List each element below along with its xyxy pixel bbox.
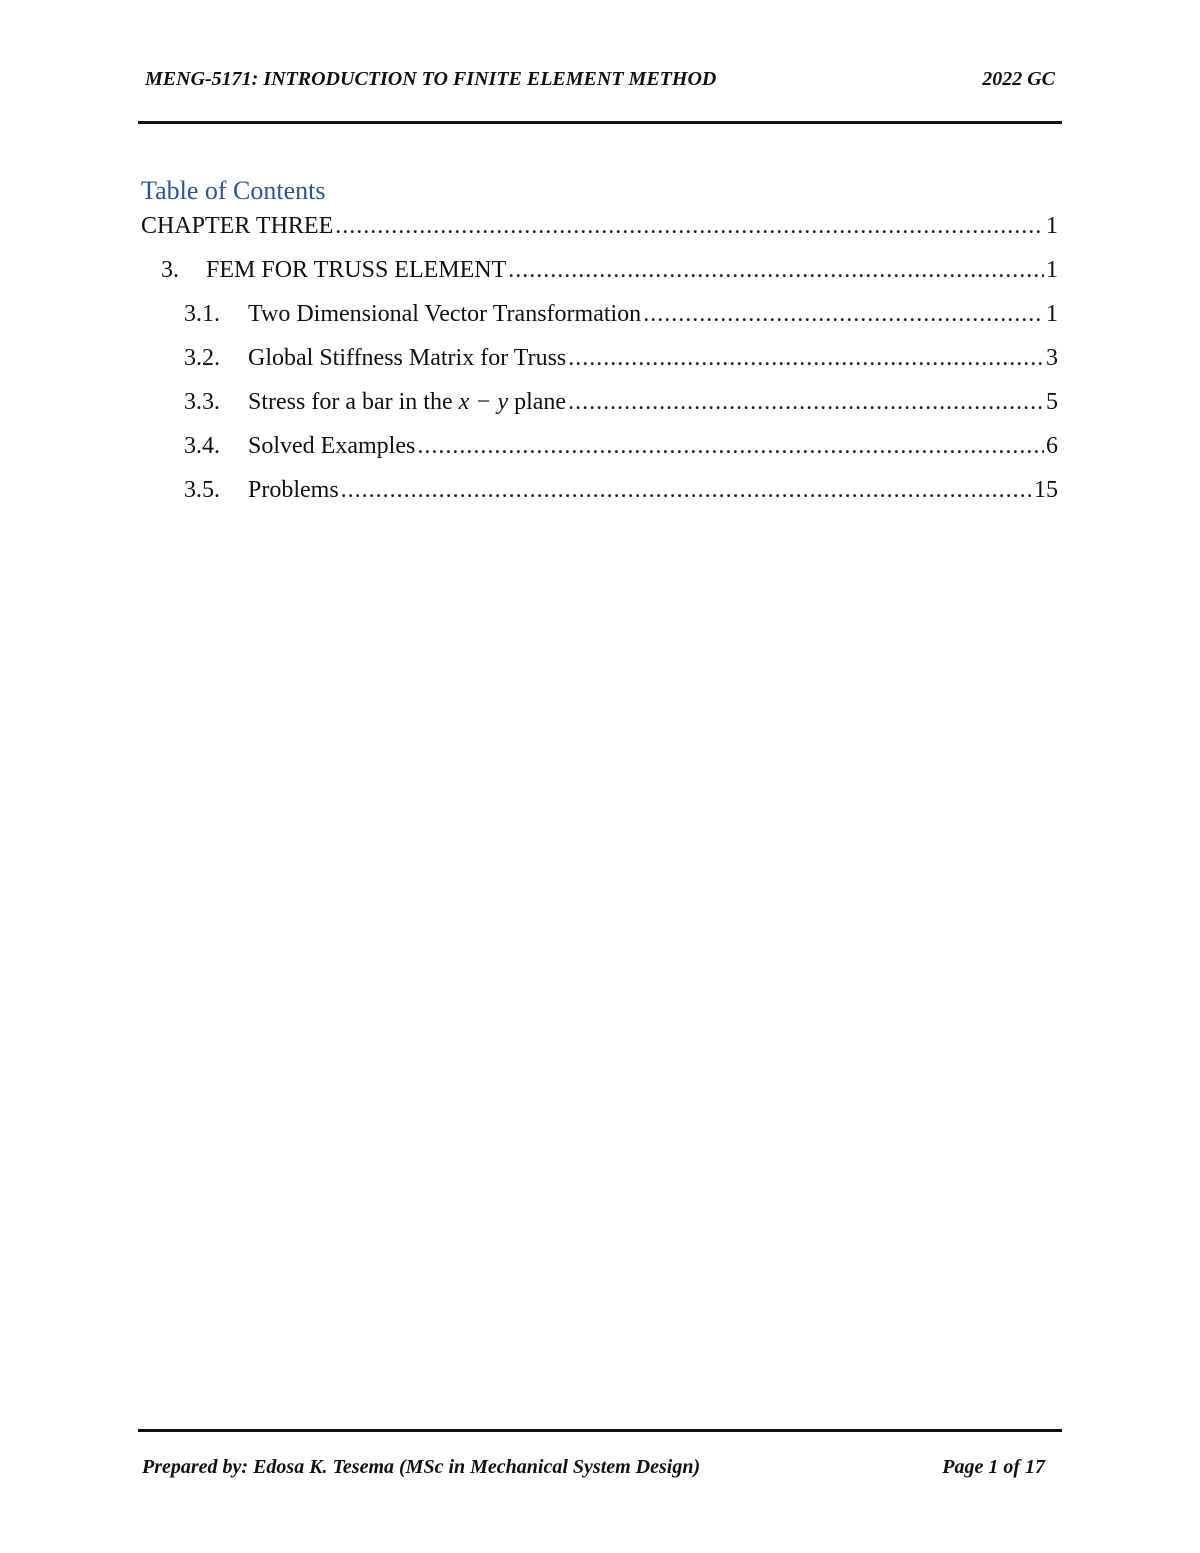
page-header	[140, 68, 1055, 100]
toc-entry-3-1[interactable]	[141, 294, 1058, 338]
toc-entry-chapter-three[interactable]	[141, 206, 1058, 250]
toc-entry-fem-truss[interactable]	[141, 250, 1058, 294]
footer-rule	[138, 1429, 1062, 1432]
toc-entry-number: 3.3.	[184, 389, 220, 415]
toc-entry-label: CHAPTER THREE	[141, 213, 334, 239]
toc-entry-number: 3.	[161, 257, 179, 283]
toc-leader-dots	[643, 294, 1044, 334]
toc-entry-label: FEM FOR TRUSS ELEMENT	[206, 257, 507, 283]
toc-entry-page: 6	[1046, 433, 1058, 459]
toc-entry-3-4[interactable]	[141, 426, 1058, 470]
toc-entry-page: 1	[1046, 213, 1058, 239]
toc-leader-dots	[341, 470, 1032, 510]
toc-entry-label	[248, 382, 566, 422]
toc-entry-math: x − y	[458, 389, 509, 415]
page-footer	[140, 1456, 1055, 1488]
toc-entry-3-5[interactable]	[141, 470, 1058, 514]
toc-entry-page: 1	[1046, 257, 1058, 283]
toc-title: Table of Contents	[141, 176, 326, 205]
prepared-by: Prepared by: Edosa K. Tesema (MSc in Mechanical System Design)	[142, 1456, 701, 1478]
toc-leader-dots	[568, 338, 1044, 378]
toc-entry-page: 3	[1046, 345, 1058, 371]
header-rule	[138, 121, 1062, 124]
page-number: Page 1 of 17	[942, 1456, 1045, 1478]
toc-entry-page: 5	[1046, 389, 1058, 415]
toc-entry-number: 3.2.	[184, 345, 220, 371]
course-title: MENG-5171: INTRODUCTION TO FINITE ELEMENT METHOD	[145, 68, 717, 90]
toc-entry-number: 3.4.	[184, 433, 220, 459]
header-year: 2022 GC	[982, 68, 1055, 90]
toc-entry-3-3[interactable]	[141, 382, 1058, 426]
toc-entry-number: 3.5.	[184, 477, 220, 503]
toc-entry-page: 1	[1046, 301, 1058, 327]
toc-leader-dots	[508, 250, 1044, 290]
toc-entry-label: Global Stiffness Matrix for Truss	[248, 345, 567, 371]
table-of-contents	[141, 206, 1058, 514]
toc-entry-label: Two Dimensional Vector Transformation	[248, 301, 642, 327]
toc-entry-3-2[interactable]	[141, 338, 1058, 382]
toc-entry-label-post: plane	[508, 389, 567, 415]
toc-leader-dots	[335, 206, 1044, 246]
toc-entry-page: 15	[1034, 477, 1058, 503]
toc-entry-label: Solved Examples	[248, 433, 416, 459]
toc-leader-dots	[568, 382, 1044, 422]
toc-entry-label-pre: Stress for a bar in the	[248, 389, 459, 415]
toc-entry-number: 3.1.	[184, 301, 220, 327]
toc-entry-label: Problems	[248, 477, 339, 503]
toc-leader-dots	[417, 426, 1044, 466]
